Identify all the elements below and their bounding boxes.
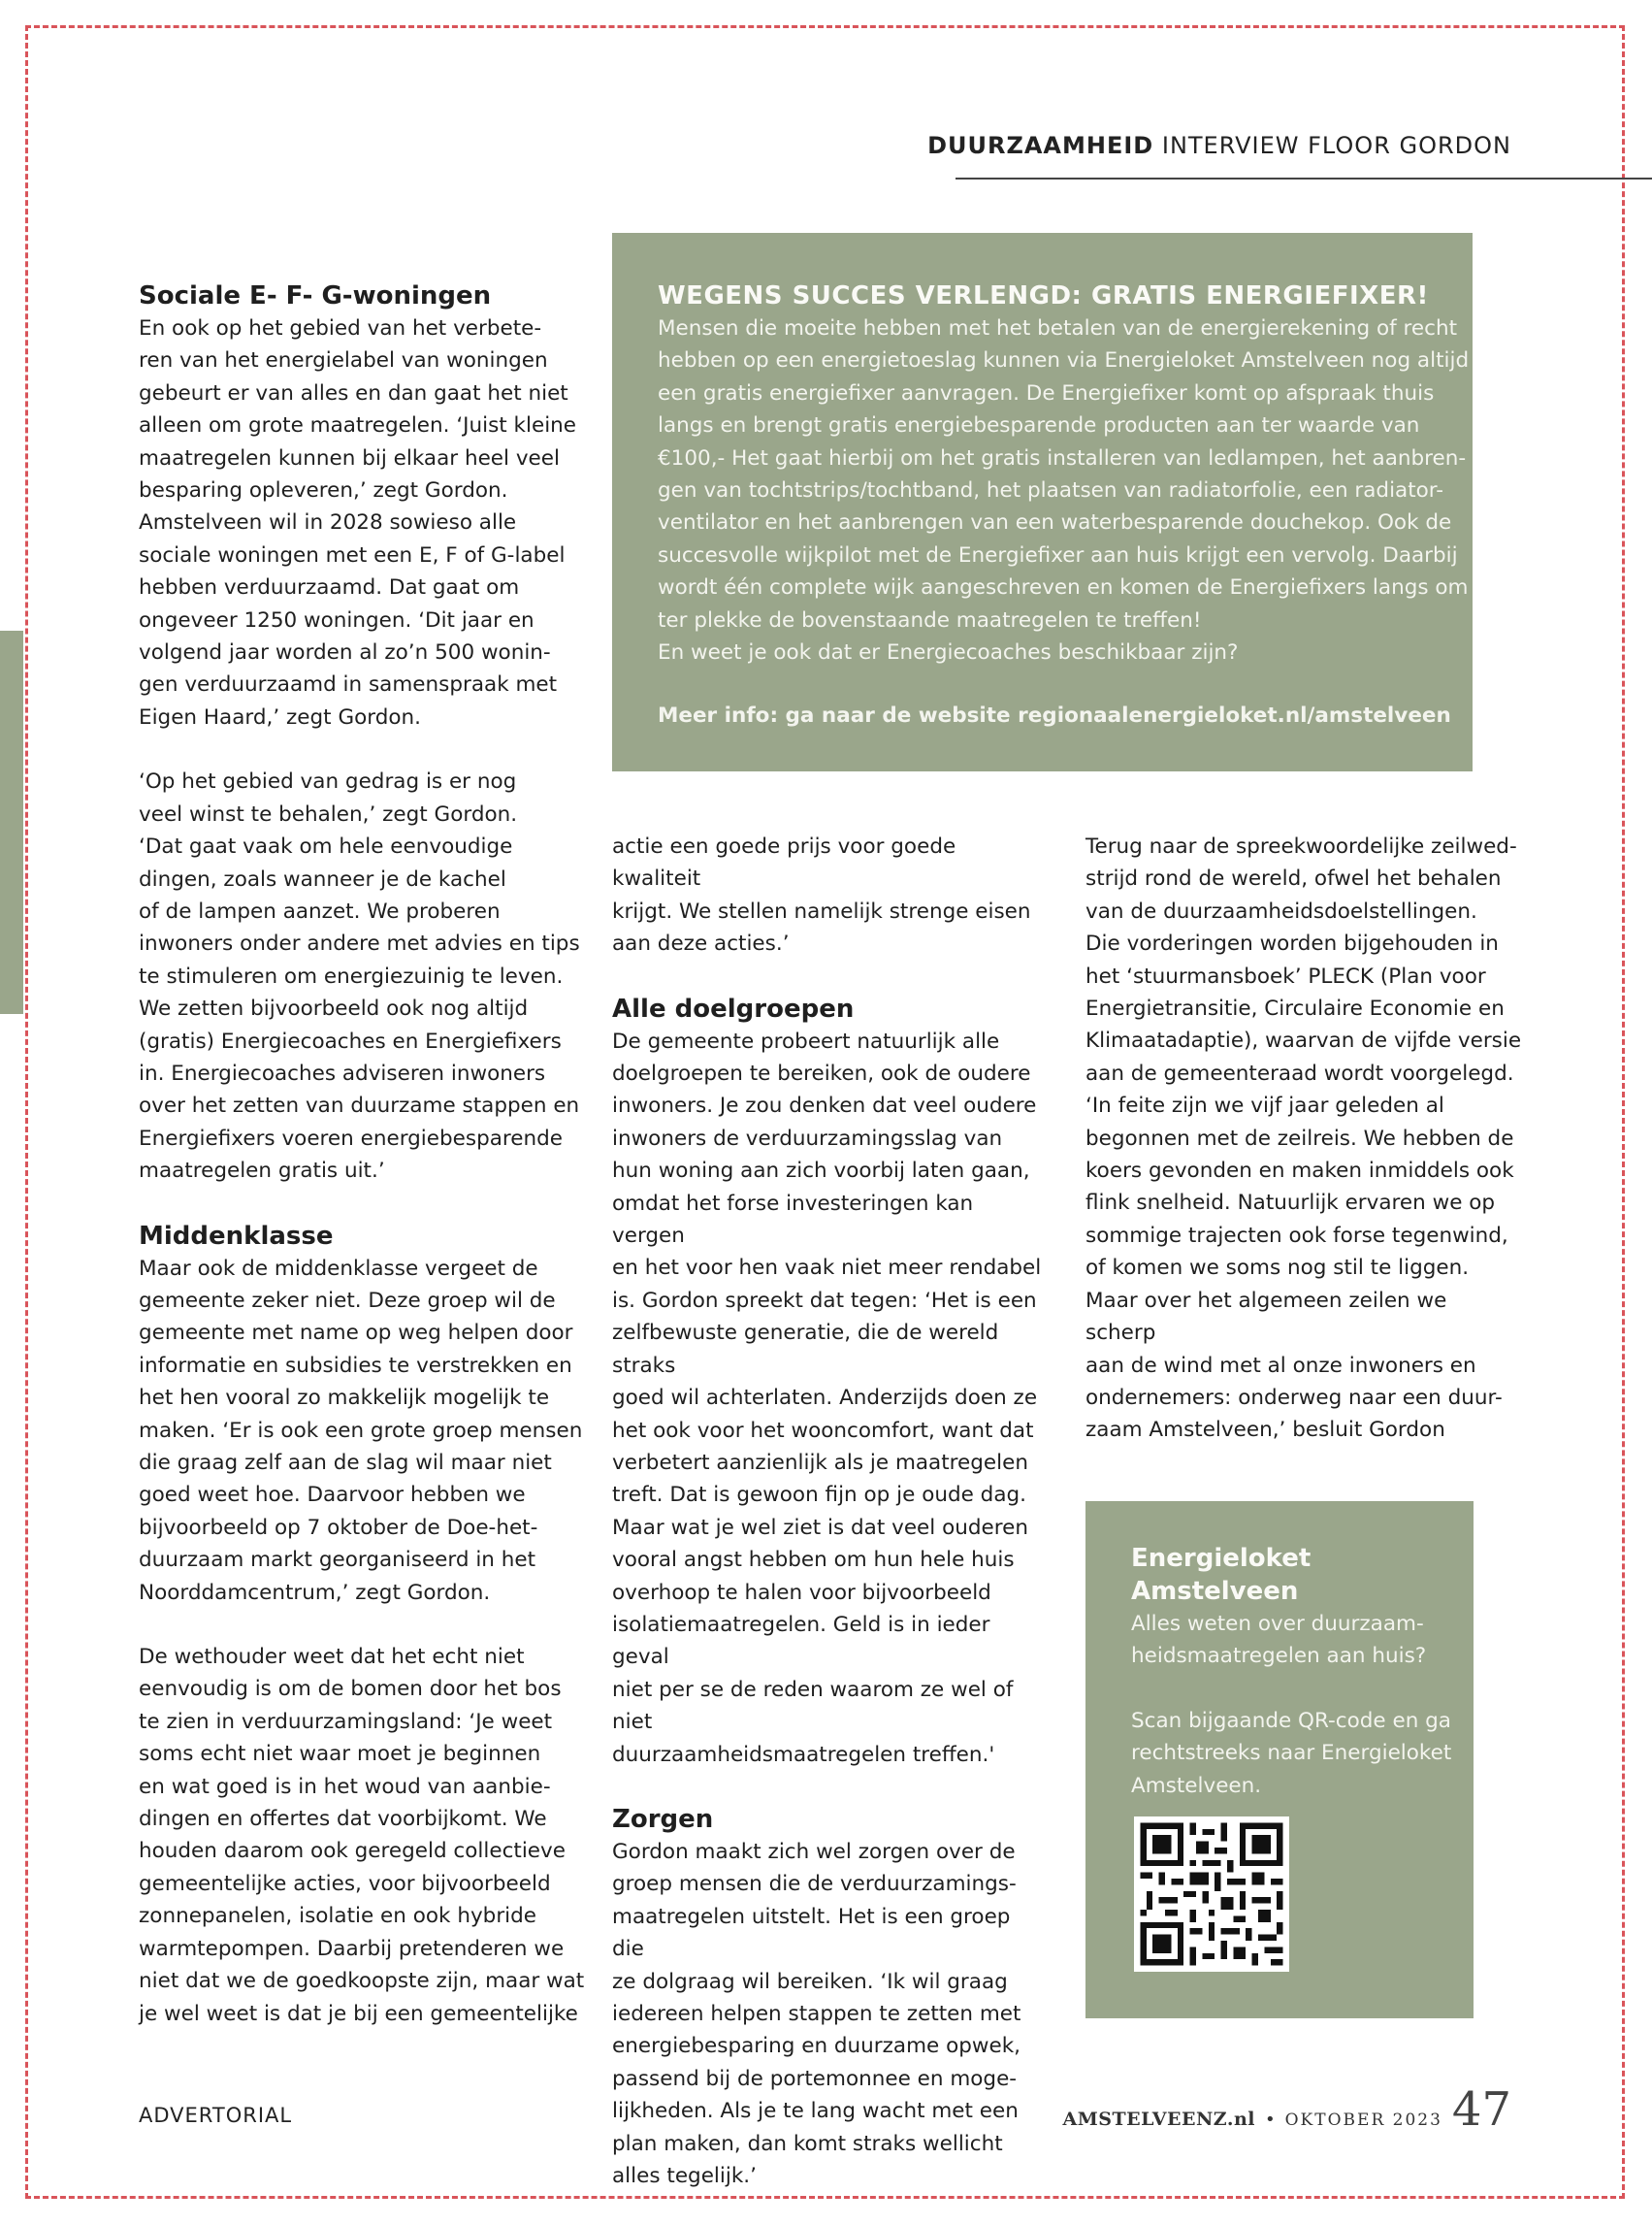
header-section: DUURZAAMHEID: [927, 132, 1154, 159]
footer-advertorial: ADVERTORIAL: [139, 2104, 293, 2127]
header-rule: [956, 178, 1652, 180]
heading-sociale-woningen: Sociale E- F- G-woningen: [139, 281, 492, 311]
paragraph: Terug naar de spreekwoordelijke zeilwed- strijd rond de wereld, ofwel het behalen van de duurzaamheidsdoelstellingen. Die vorderingen worden bijgehouden in het ‘stuurmansboek’ PLECK (Plan voor Energietransitie, Circulaire Economie en Klimaatadaptie), waarvan de vijfde versie aan de gemeenteraad wordt voorgelegd. ‘In feite zijn we vijf jaar geleden al begonnen met de zeilreis. We hebben de koers gevonden en maken inmiddels ook flink snelheid. Natuurlijk ervaren we op sommige trajecten ook forse tegenwind, of komen we soms nog stil te liggen. Maar over het algemeen zeilen we scherp aan de wind met al onze inwoners en ondernemers: onderweg naar een duur- zaam Amstelveen,’ besluit Gordon: [1085, 834, 1522, 1443]
paragraph: De gemeente probeert natuurlijk alle doelgroepen te bereiken, ook de oudere inwoners. Je zou denken dat veel oudere inwoners de verduurzamingsslag van hun woning aan zich voorbij laten gaan, omdat het forse investeringen kan vergen en het voor hen vaak niet meer rendabel is. Gordon spreekt dat tegen: ‘Het is een zelfbewuste generatie, die de wereld straks goed wil achterlaten. Anderzijds doen ze het ook voor het wooncomfort, want dat verbetert aanzienlijk als je maatregelen treft. Dat is gewoon fijn op je oude dag. Maar wat je wel ziet is dat veel ouderen vooral angst hebben om hun hele huis overhoop te halen voor bijvoorbeeld isolatiemaatregelen. Geld is in ieder geval niet per se de reden waarom ze wel of niet duurzaamheidsmaatregelen treffen.': [612, 1029, 1042, 1767]
qr-code[interactable]: [1134, 1816, 1289, 1972]
paragraph: Gordon maakt zich wel zorgen over de groep mensen die de verduurzamings- maatregelen uitstelt. Het is een groep die ze dolgraag wil bereiken. ‘Ik wil graag iedereen helpen stappen te zetten met energiebesparing en duurzame opwek, passend bij de portemonnee en moge- lijkheden. Als je te lang wacht met een plan maken, dan komt straks wellicht alles tegelijk.’: [612, 1839, 1021, 2189]
loket-scan-text: Scan bijgaande QR-code en ga rechtstreeks naar Energieloket Amstelveen.: [1131, 1708, 1452, 1798]
paragraph: De wethouder weet dat het echt niet eenvoudig is om de bomen door het bos te zien in verduurzamingsland: ‘Je weet soms echt niet waar moet je beginnen en wat goed is in het woud van aanbie- dingen en offertes dat voorbijkomt. We houden daarom ook geregeld collectieve gemeentelijke acties, voor bijvoorbeeld zonnepanelen, isolatie en ook hybride warmtepompen. Daarbij pretenderen we niet dat we de goedkoopste zijn, maar wat je wel weet is dat je bij een gemeentelijke: [139, 1645, 585, 2026]
column-1: [139, 279, 585, 2030]
loket-title: Energieloket Amstelveen: [1131, 1544, 1312, 1606]
loket-question: Alles weten over duurzaam- heidsmaatregelen aan huis?: [1131, 1612, 1427, 1669]
box-body: Mensen die moeite hebben met het betalen van de energierekening of recht hebben op een energietoeslag kunnen via Energieloket Amstelveen nog altijd een gratis energiefixer aanvragen. De Energiefixer komt op afspraak thuis langs en brengt gratis energiebesparende producten aan ter waarde van €100,- Het gaat hierbij om het gratis installeren van ledlampen, het aanbren- gen van tochtstrips/tochtband, het plaatsen van radiatorfolie, een radiator- ventilator en het aanbrengen van een waterbesparende douchekop. Ook de succesvolle wijkpilot met de Energiefixer aan huis krijgt een vervolg. Daarbij wordt één complete wijk aangeschreven en komen de Energiefixers langs om ter plekke de bovenstaande maatregelen te treffen! En weet je ook dat er Energiecoaches beschikbaar zijn?: [658, 316, 1470, 666]
page-header: [927, 132, 1511, 159]
column-2: [612, 831, 1049, 2192]
paragraph: Maar ook de middenklasse vergeet de gemeente zeker niet. Deze groep wil de gemeente met name op weg helpen door informatie en subsidies te verstrekken en het hen vooral zo makkelijk mogelijk te maken. ‘Er is ook een grote groep mensen die graag zelf aan de slag wil maar niet goed weet hoe. Daarvoor hebben we bijvoorbeeld op 7 oktober de Doe-het- duurzaam markt georganiseerd in het Noorddamcentrum,’ zegt Gordon.: [139, 1256, 583, 1605]
page-number: 47: [1451, 2082, 1511, 2137]
header-subtitle: INTERVIEW FLOOR GORDON: [1161, 132, 1511, 159]
qr-code-icon: [1134, 1816, 1289, 1972]
heading-zorgen: Zorgen: [612, 1804, 714, 1834]
heading-middenklasse: Middenklasse: [139, 1221, 334, 1251]
footer-brand-block: [1062, 2082, 1511, 2137]
footer-date: OKTOBER 2023: [1284, 2110, 1442, 2130]
footer-separator: •: [1265, 2110, 1276, 2130]
box-more-info: Meer info: ga naar de website regionaalenergieloket.nl/amstelveen: [658, 703, 1451, 729]
paragraph: actie een goede prijs voor goede kwaliteit krijgt. We stellen namelijk strenge eisen aan deze acties.’: [612, 834, 1031, 957]
energiefixer-box: [612, 233, 1473, 771]
paragraph: En ook op het gebied van het verbete- ren van het energielabel van woningen gebeurt er van alles en dan gaat het niet alleen om grote maatregelen. ‘Juist kleine maatregelen kunnen bij elkaar heel veel besparing opleveren,’ zegt Gordon. Amstelveen wil in 2028 sowieso alle sociale woningen met een E, F of G-label hebben verduurzaamd. Dat gaat om ongeveer 1250 woningen. ‘Dit jaar en volgend jaar worden al zo’n 500 wonin- gen verduurzaamd in samenspraak met Eigen Haard,’ zegt Gordon.: [139, 316, 577, 730]
box-title: WEGENS SUCCES VERLENGD: GRATIS ENERGIEFIXER!: [658, 281, 1429, 311]
paragraph: ‘Op het gebied van gedrag is er nog veel winst te behalen,’ zegt Gordon. ‘Dat gaat vaak om hele eenvoudige dingen, zoals wanneer je de kachel of de lampen aanzet. We proberen inwoners onder andere met advies en tips te stimuleren om energiezuinig te leven. We zetten bijvoorbeeld ook nog altijd (gratis) Energiecoaches en Energiefixers in. Energiecoaches adviseren inwoners over het zetten van duurzame stappen en Energiefixers voeren energiebesparende maatregelen gratis uit.’: [139, 769, 580, 1184]
footer-brand: AMSTELVEENZ.nl: [1062, 2109, 1255, 2130]
energieloket-box: [1085, 1501, 1474, 2018]
heading-alle-doelgroepen: Alle doelgroepen: [612, 994, 855, 1024]
column-3: [1085, 831, 1522, 1447]
side-tab: [0, 631, 23, 1014]
